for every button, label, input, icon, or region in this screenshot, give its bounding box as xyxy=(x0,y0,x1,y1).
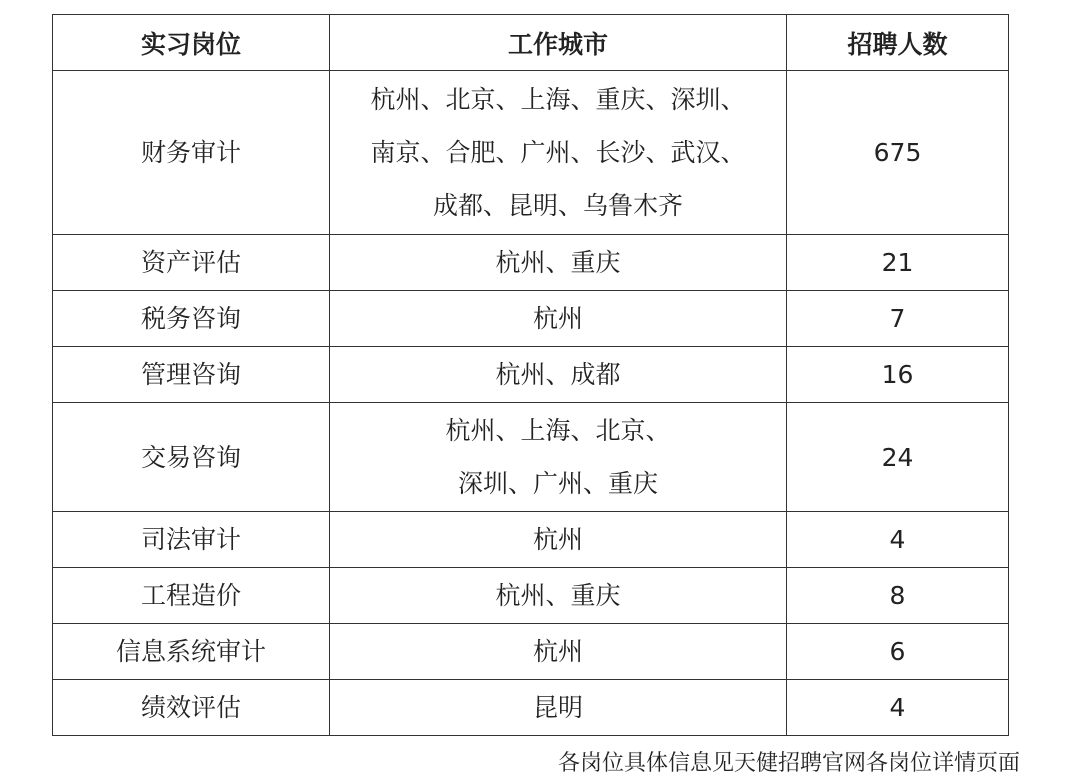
cities-cell xyxy=(330,403,787,512)
position-cell: 工程造价 xyxy=(53,568,330,624)
count-cell: 16 xyxy=(787,347,1009,403)
city-line: 杭州、上海、北京、 xyxy=(445,416,671,445)
internship-table xyxy=(52,14,1009,736)
count-cell: 21 xyxy=(787,235,1009,291)
city-line: 杭州 xyxy=(532,525,583,554)
count-cell: 8 xyxy=(787,568,1009,624)
cities-cell xyxy=(330,347,787,403)
count-cell: 24 xyxy=(787,403,1009,512)
table-row xyxy=(53,347,1009,403)
city-line: 杭州 xyxy=(532,637,583,666)
cities-cell xyxy=(330,235,787,291)
city-line: 杭州、北京、上海、重庆、深圳、 xyxy=(370,85,746,114)
header-count: 招聘人数 xyxy=(787,15,1009,71)
table-row xyxy=(53,71,1009,235)
cities-cell xyxy=(330,71,787,235)
city-line: 杭州、重庆 xyxy=(495,581,621,610)
header-cities: 工作城市 xyxy=(330,15,787,71)
position-cell: 交易咨询 xyxy=(53,403,330,512)
city-line: 杭州 xyxy=(532,304,583,333)
footnote: 各岗位具体信息见天健招聘官网各岗位详情页面 xyxy=(557,751,1020,776)
count-cell: 675 xyxy=(787,71,1009,235)
table-row xyxy=(53,680,1009,736)
position-cell: 税务咨询 xyxy=(53,291,330,347)
city-line: 南京、合肥、广州、长沙、武汉、 xyxy=(370,138,746,167)
count-cell: 7 xyxy=(787,291,1009,347)
cities-cell xyxy=(330,568,787,624)
city-line: 昆明 xyxy=(532,693,583,722)
cities-cell xyxy=(330,291,787,347)
city-line: 深圳、广州、重庆 xyxy=(457,469,658,498)
position-cell: 绩效评估 xyxy=(53,680,330,736)
count-cell: 6 xyxy=(787,624,1009,680)
city-line: 杭州、成都 xyxy=(495,360,621,389)
city-line: 成都、昆明、乌鲁木齐 xyxy=(432,191,683,220)
table-row xyxy=(53,403,1009,512)
header-position: 实习岗位 xyxy=(53,15,330,71)
position-cell: 财务审计 xyxy=(53,71,330,235)
position-cell: 信息系统审计 xyxy=(53,624,330,680)
city-line: 杭州、重庆 xyxy=(495,248,621,277)
table-row xyxy=(53,235,1009,291)
table-row xyxy=(53,568,1009,624)
position-cell: 管理咨询 xyxy=(53,347,330,403)
position-cell: 资产评估 xyxy=(53,235,330,291)
cities-cell xyxy=(330,512,787,568)
count-cell: 4 xyxy=(787,680,1009,736)
position-cell: 司法审计 xyxy=(53,512,330,568)
table-row xyxy=(53,624,1009,680)
table-row xyxy=(53,512,1009,568)
table-row xyxy=(53,291,1009,347)
table-header-row xyxy=(53,15,1009,71)
cities-cell xyxy=(330,624,787,680)
cities-cell xyxy=(330,680,787,736)
count-cell: 4 xyxy=(787,512,1009,568)
